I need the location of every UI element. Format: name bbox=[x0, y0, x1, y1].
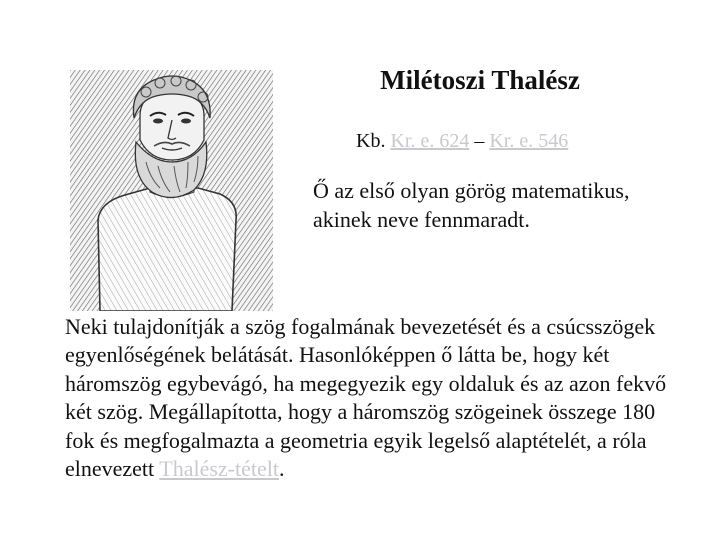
bust-engraving-icon bbox=[70, 70, 273, 311]
body-paragraph bbox=[65, 313, 671, 483]
thales-portrait bbox=[70, 70, 273, 311]
intro-note: Ő az első olyan görög matematikus, akinek neve fennmaradt. bbox=[313, 178, 630, 232]
body-text: Neki tulajdonítják a szög fogalmának bevezetését és a csúcsszögek egyenlőségének belátását. Hasonlóképpen ő látta be, hogy két háromszög egybevágó, ha megegyezik egy oldaluk és az azon fekvő két szög. Megállapította, hogy a háromszög szögeinek összege 180 fok és megfogalmazta a geometria egyik legelső alaptételét, a róla elnevezett bbox=[65, 314, 667, 482]
life-dates bbox=[356, 127, 568, 155]
death-year-link[interactable]: Kr. e. 546 bbox=[489, 130, 569, 152]
dates-prefix: Kb. bbox=[356, 130, 391, 152]
page-title: Milétoszi Thalész bbox=[380, 65, 580, 95]
dates-separator: – bbox=[469, 130, 490, 152]
body-suffix: . bbox=[278, 456, 285, 482]
birth-year-link[interactable]: Kr. e. 624 bbox=[390, 130, 470, 152]
thales-theorem-link[interactable]: Thalész-tételt bbox=[159, 456, 279, 482]
